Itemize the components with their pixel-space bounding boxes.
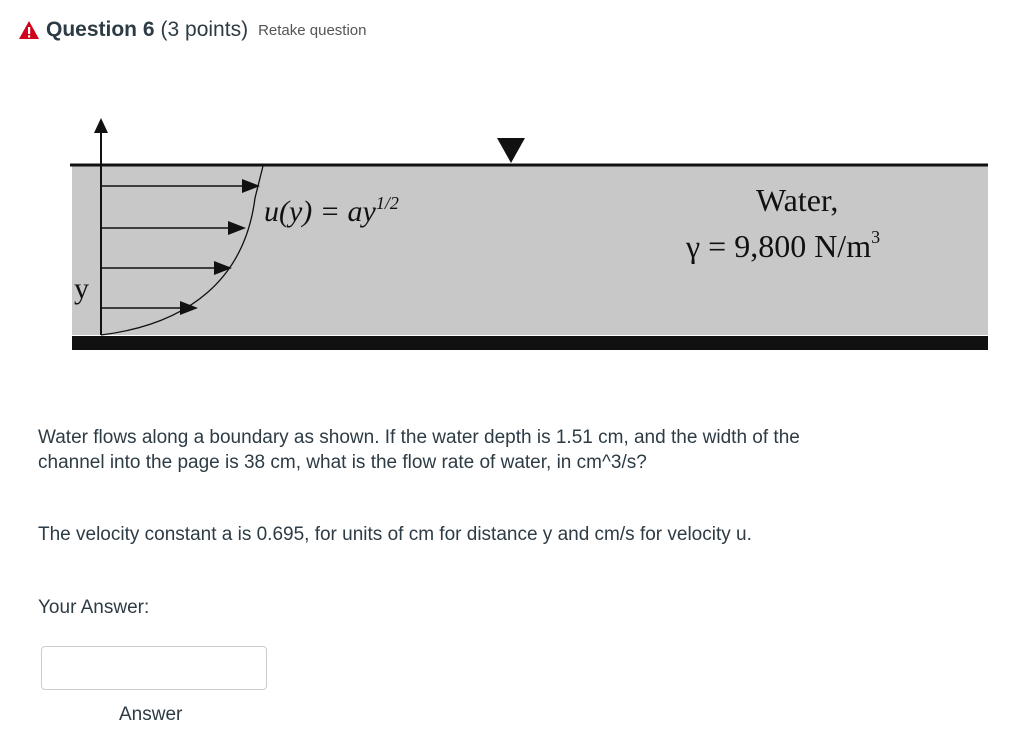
retake-question-link[interactable]: Retake question (258, 21, 367, 39)
warning-icon (18, 19, 40, 41)
question-paragraph-2: The velocity constant a is 0.695, for units of cm for distance y and cm/s for velocity u. (38, 524, 752, 545)
specific-weight-exponent: 3 (871, 227, 881, 247)
question-title: Question 6 (46, 18, 155, 41)
bottom-boundary (72, 336, 988, 350)
fluid-label: Water, (756, 182, 839, 218)
your-answer-label: Your Answer: (38, 597, 150, 618)
question-paragraph-1: Water flows along a boundary as shown. If the water depth is 1.51 cm, and the width of the channel into the page is 38 cm, what is the flow rate of water, in cm^3/s? (38, 427, 800, 473)
y-axis-label: y (74, 272, 89, 305)
velocity-equation: $u(y) = ay^{1/2}$ (264, 193, 399, 228)
flow-diagram (70, 118, 990, 354)
free-surface-marker-icon (497, 138, 525, 163)
equation-exponent: 1/2 (375, 193, 399, 213)
answer-field-label: Answer (119, 704, 183, 725)
y-axis-arrow-icon (94, 118, 108, 133)
question-header (18, 14, 366, 46)
question-points: (3 points) (160, 18, 249, 41)
answer-input[interactable] (41, 646, 267, 690)
specific-weight-label: γ = 9,800 $N/m^3$ (686, 227, 881, 264)
